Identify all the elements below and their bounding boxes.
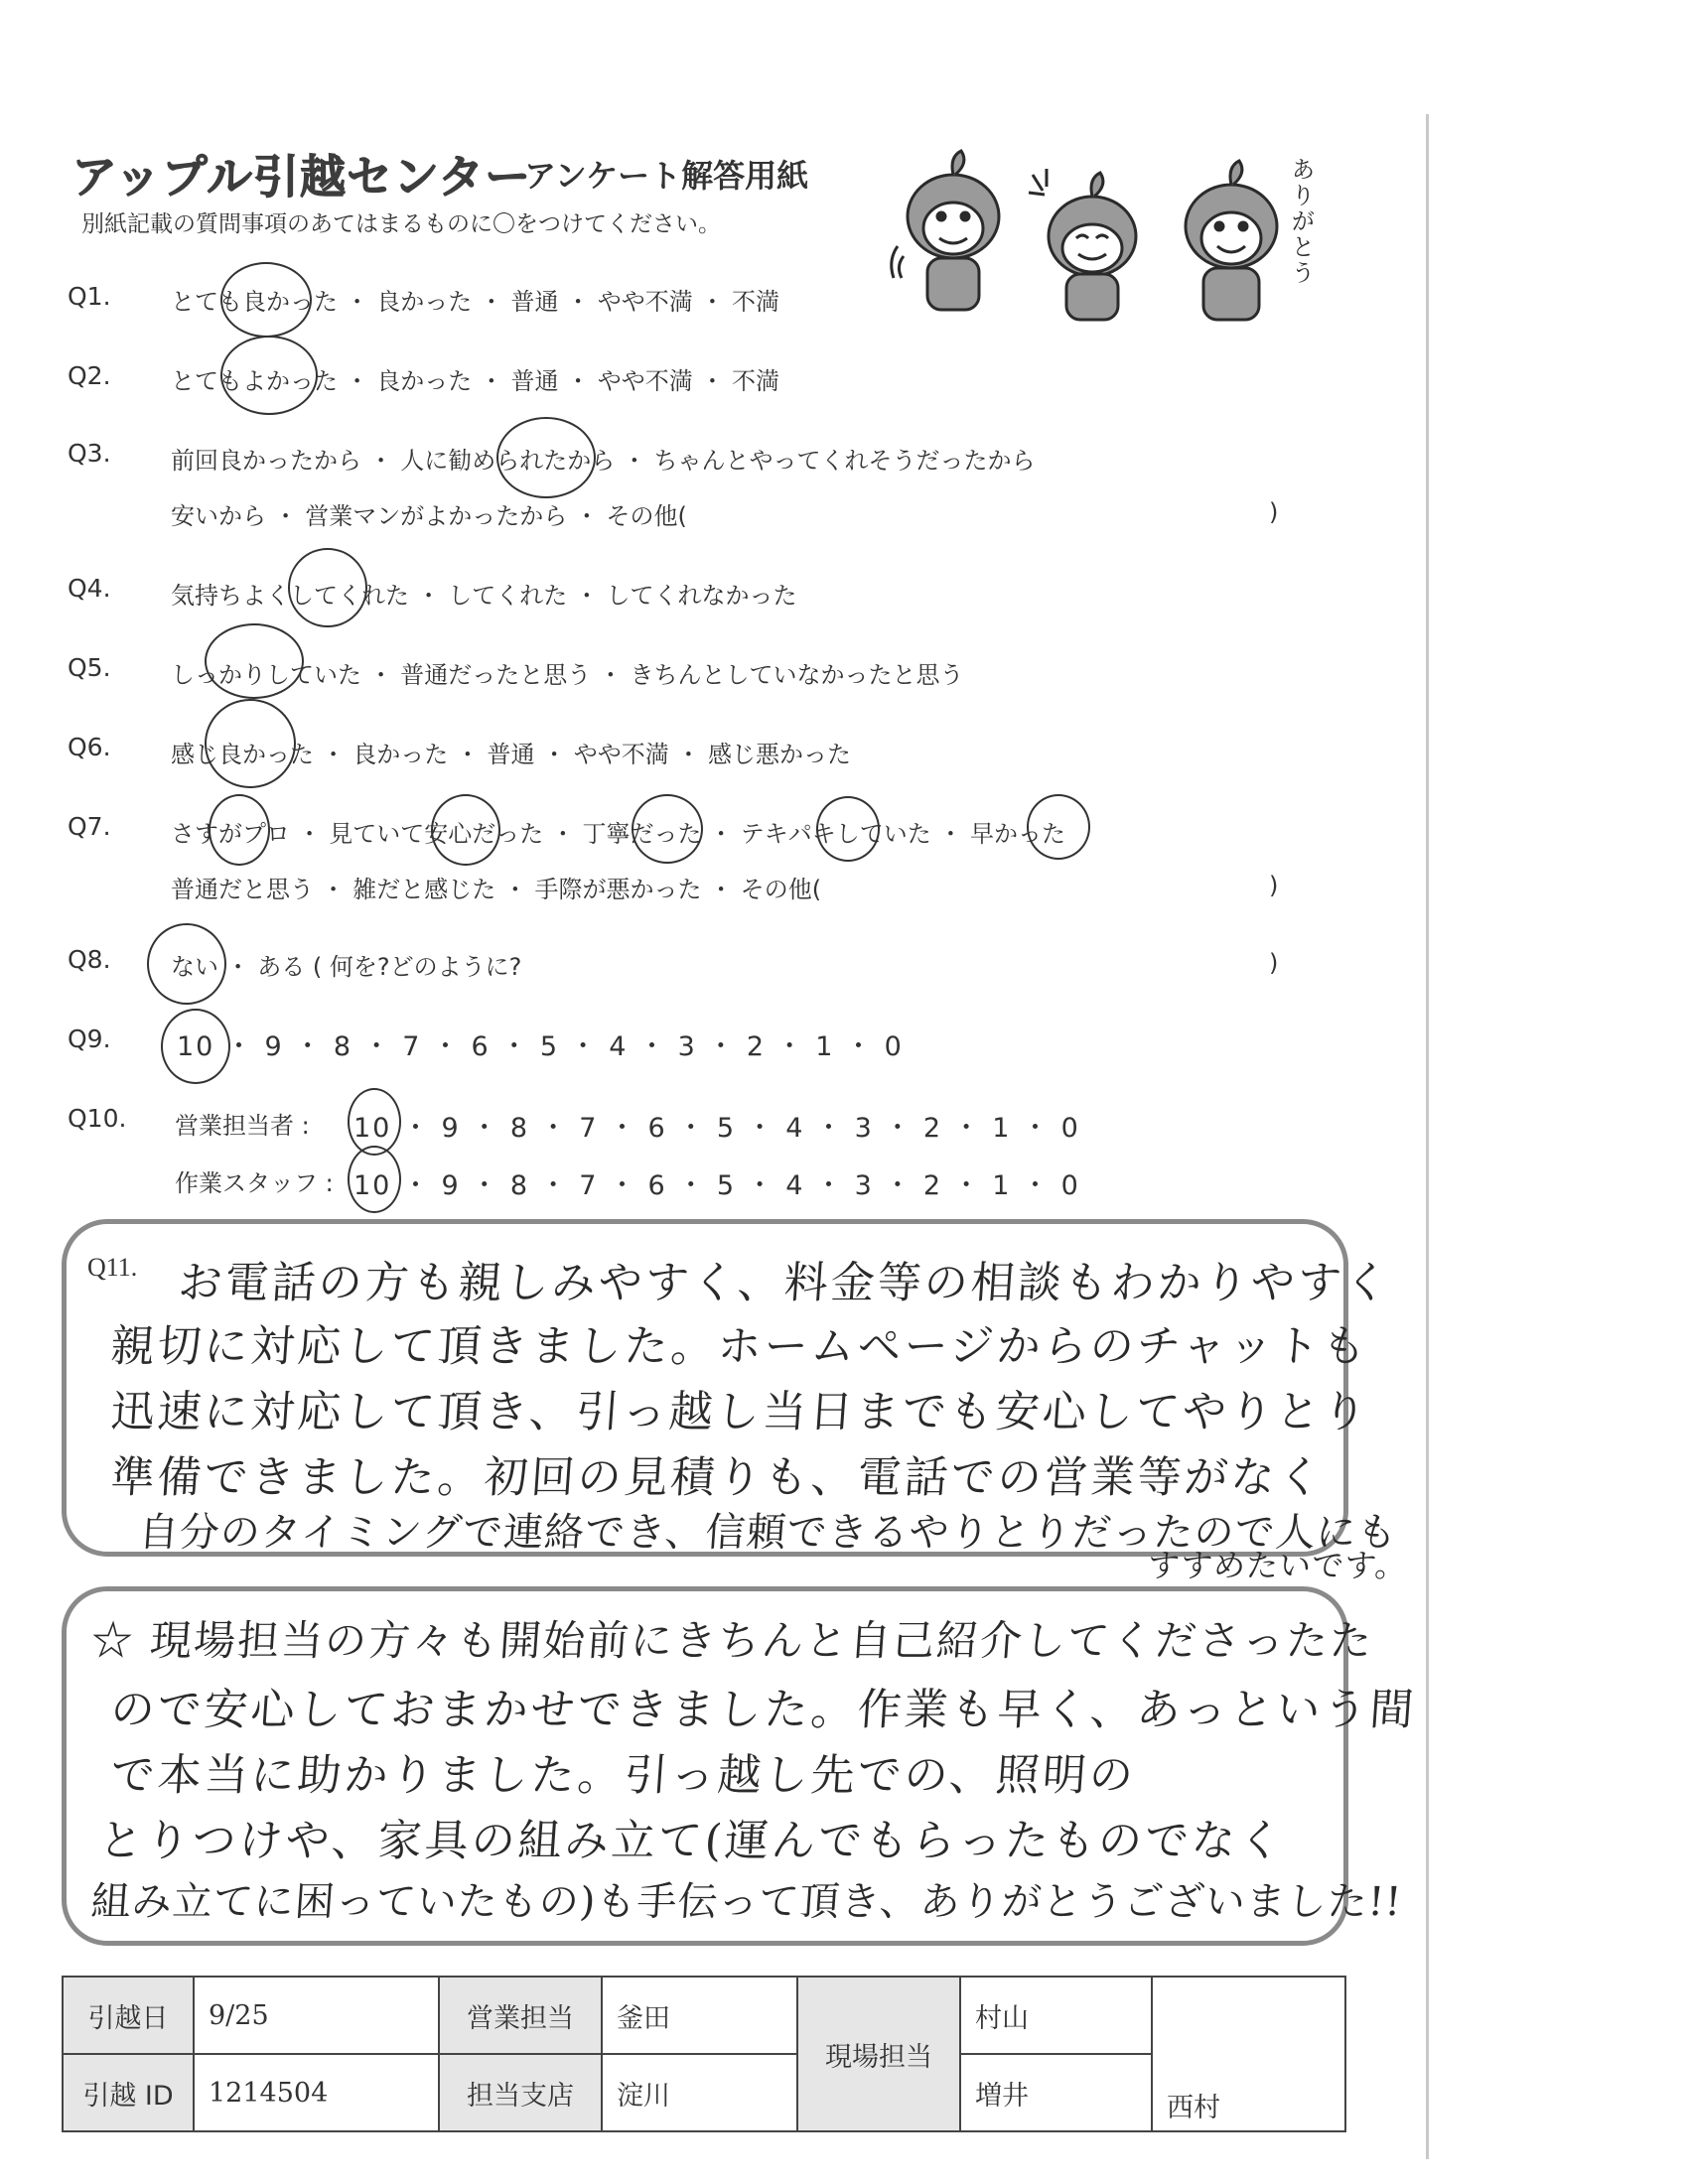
- answer-circle: [209, 794, 270, 866]
- site-staff-1: 村山: [960, 1977, 1152, 2054]
- answer-circle: [632, 794, 703, 864]
- question-label: Q7.: [68, 812, 111, 841]
- q11-label: Q11.: [87, 1253, 138, 1282]
- q8-options[interactable]: ない ・ ある ( 何を?どのように?: [171, 953, 522, 981]
- answer-circle: [220, 262, 312, 338]
- q11-comment-line: 準備できました。初回の見積りも、電話での営業等がなく: [108, 1452, 1327, 1503]
- instruction-text: 別紙記載の質問事項のあてはまるものに〇をつけてください。: [81, 211, 721, 237]
- q11-comment-line: お電話の方も親しみやすく、料金等の相談もわかりやすく: [176, 1258, 1393, 1308]
- form-title: アンケート解答用紙: [524, 157, 809, 195]
- question-label: Q3.: [68, 439, 111, 468]
- question-label: Q9.: [68, 1024, 111, 1053]
- site-staff-2: 増井: [960, 2054, 1152, 2131]
- answer-circle: [1027, 794, 1090, 860]
- closing-paren: ): [1269, 949, 1279, 977]
- q11-comment-line: 自分のタイミングで連絡でき、信頼できるやりとりだったので人にも: [137, 1510, 1400, 1556]
- q1-options[interactable]: とても良かった ・ 良かった ・ 普通 ・ やや不満 ・ 不満: [171, 288, 780, 316]
- q4-options[interactable]: 気持ちよくしてくれた ・ してくれた ・ してくれなかった: [171, 582, 797, 610]
- sales-value: 釜田: [602, 1977, 797, 2054]
- question-label: Q1.: [68, 282, 111, 311]
- q7-options-line1[interactable]: さすがプロ ・ 見ていて安心だった ・ 丁寧だった ・ テキパキしていた ・ 早かった: [171, 820, 1066, 848]
- answer-circle: [205, 623, 304, 699]
- closing-paren: ): [1269, 872, 1279, 899]
- q11-comment-line: 親切に対応して頂きました。ホームページからのチャットも: [108, 1321, 1371, 1372]
- extra-comment-line: とりつけや、家具の組み立て(運んでもらったものでなく: [96, 1816, 1287, 1866]
- extra-comment-line: ☆ 現場担当の方々も開始前にきちんと自己紹介してくださったた: [89, 1616, 1375, 1665]
- question-label: Q6.: [68, 733, 111, 761]
- answer-circle: [220, 336, 318, 415]
- move-info-table: [62, 1976, 1346, 2132]
- answer-circle: [288, 548, 367, 627]
- site-staff-3: 西村: [1152, 1977, 1345, 2131]
- answer-circle: [816, 796, 880, 862]
- branch-value: 淀川: [602, 2054, 797, 2131]
- q2-options[interactable]: とてもよかった ・ 良かった ・ 普通 ・ やや不満 ・ 不満: [171, 367, 780, 395]
- branch-label: 担当支店: [439, 2054, 602, 2131]
- work-staff-label: 作業スタッフ :: [175, 1169, 334, 1197]
- question-label: Q8.: [68, 945, 111, 974]
- question-label: Q2.: [68, 361, 111, 390]
- q5-options[interactable]: しっかりしていた ・ 普通だったと思う ・ きちんとしていなかったと思う: [171, 661, 964, 689]
- extra-comment-line: ので安心しておまかせできました。作業も早く、あっという間: [108, 1685, 1419, 1735]
- q7-options-line2[interactable]: 普通だと思う ・ 雑だと感じた ・ 手際が悪かった ・ その他(: [171, 876, 822, 903]
- q10-staff-scale[interactable]: 10 ・ 9 ・ 8 ・ 7 ・ 6 ・ 5 ・ 4 ・ 3 ・ 2 ・ 1 ・ 0: [353, 1170, 1080, 1201]
- q3-options-line1[interactable]: 前回良かったから ・ 人に勧められたから ・ ちゃんとやってくれそうだったから: [171, 447, 1036, 475]
- q11-comment-line: すすめたいです。: [1146, 1547, 1409, 1584]
- brand-logo: アップル引越センター: [71, 150, 532, 204]
- move-id-label: 引越 ID: [63, 2054, 194, 2131]
- move-date-label: 引越日: [63, 1977, 194, 2054]
- monkey-mascot-icon: [884, 147, 1331, 336]
- question-label: Q5.: [68, 653, 111, 682]
- scan-edge: [1426, 114, 1429, 2159]
- answer-circle: [431, 794, 500, 866]
- extra-comment-line: 組み立てに困っていたもの)も手伝って頂き、ありがとうございました!!: [89, 1879, 1404, 1925]
- move-id-value: 1214504: [194, 2054, 439, 2131]
- answer-circle: [348, 1146, 401, 1213]
- answer-circle: [205, 699, 296, 788]
- sales-rep-label: 営業担当者 :: [175, 1112, 310, 1140]
- answer-circle: [161, 1009, 230, 1084]
- move-date-value: 9/25: [194, 1977, 439, 2054]
- q10-sales-scale[interactable]: 10 ・ 9 ・ 8 ・ 7 ・ 6 ・ 5 ・ 4 ・ 3 ・ 2 ・ 1 ・ 0: [353, 1113, 1080, 1144]
- q9-scale[interactable]: 10 ・ 9 ・ 8 ・ 7 ・ 6 ・ 5 ・ 4 ・ 3 ・ 2 ・ 1 ・ 0: [177, 1031, 904, 1062]
- q11-comment-line: 迅速に対応して頂き、引っ越し当日までも安心してやりとり: [108, 1387, 1371, 1437]
- q3-options-line2[interactable]: 安いから ・ 営業マンがよかったから ・ その他(: [171, 502, 687, 530]
- extra-comment-line: で本当に助かりました。引っ越し先での、照明の: [108, 1750, 1138, 1801]
- sales-label: 営業担当: [439, 1977, 602, 2054]
- mascot-caption: ありがとう: [1287, 157, 1315, 286]
- question-label: Q4.: [68, 574, 111, 603]
- q6-options[interactable]: 感じ良かった ・ 良かった ・ 普通 ・ やや不満 ・ 感じ悪かった: [171, 741, 852, 768]
- closing-paren: ): [1269, 498, 1279, 526]
- site-staff-label: 現場担当: [797, 1977, 960, 2131]
- answer-circle: [496, 417, 596, 498]
- answer-circle: [147, 923, 226, 1005]
- question-label: Q10.: [68, 1104, 127, 1133]
